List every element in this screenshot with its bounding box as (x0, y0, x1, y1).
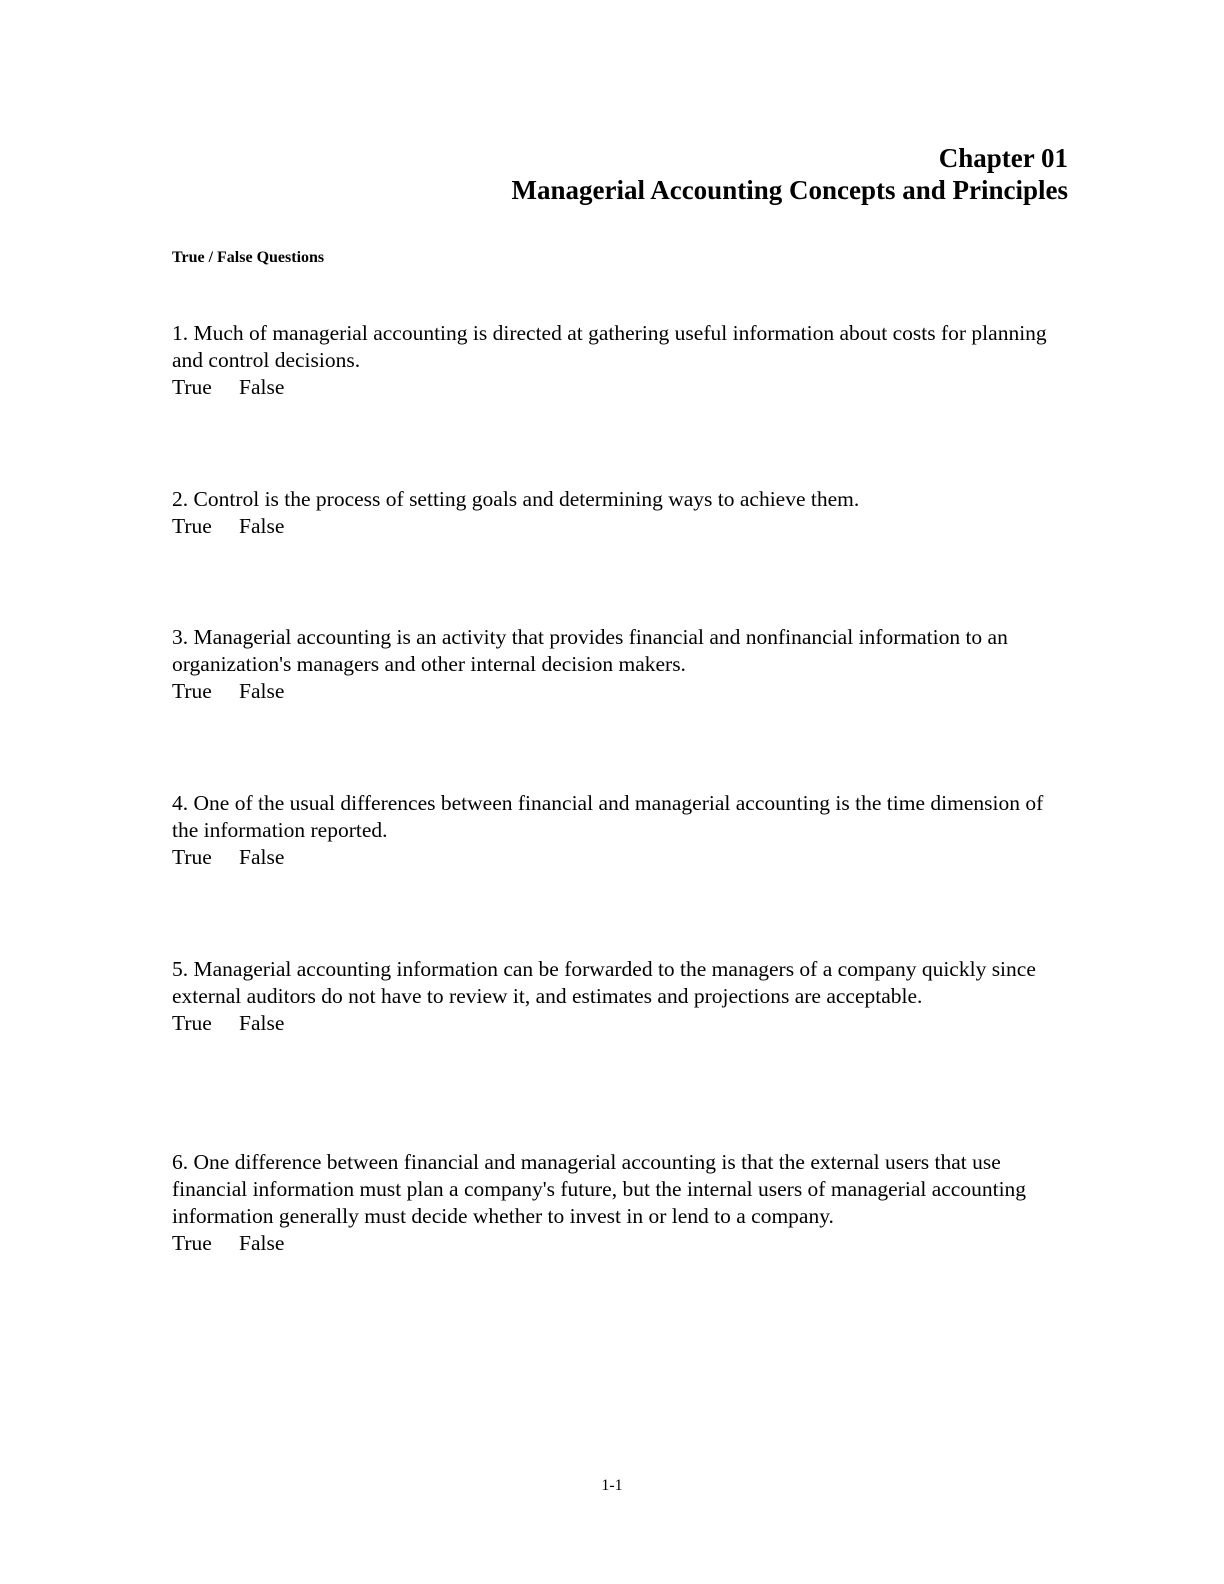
question-text: 3. Managerial accounting is an activity that provides financial and nonfinancial information to an organization's managers and other internal decision makers. (172, 625, 1008, 676)
option-false: False (239, 1231, 285, 1255)
answer-options (172, 513, 1072, 540)
option-true: True (172, 514, 212, 538)
question-4 (172, 790, 1072, 871)
answer-options (172, 1230, 1072, 1257)
option-false: False (239, 679, 285, 703)
question-text: 4. One of the usual differences between financial and managerial accounting is the time dimension of the information reported. (172, 791, 1044, 842)
page-number: 1-1 (601, 1477, 623, 1494)
option-false: False (239, 514, 285, 538)
question-text: 5. Managerial accounting information can be forwarded to the managers of a company quickly since external auditors do not have to review it, and estimates and projections are acceptable. (172, 957, 1036, 1008)
option-true: True (172, 1011, 212, 1035)
option-false: False (239, 845, 285, 869)
answer-options (172, 844, 1072, 871)
answer-options (172, 1010, 1072, 1037)
question-3 (172, 624, 1072, 705)
section-heading: True / False Questions (172, 249, 325, 266)
question-text: 1. Much of managerial accounting is directed at gathering useful information about costs for planning and control decisions. (172, 321, 1047, 372)
option-true: True (172, 845, 212, 869)
answer-options (172, 374, 1072, 401)
question-1 (172, 320, 1072, 401)
chapter-number: Chapter 01 (938, 143, 1068, 173)
question-2 (172, 486, 1072, 540)
option-false: False (239, 375, 285, 399)
question-6 (172, 1149, 1072, 1257)
chapter-header (511, 142, 1068, 206)
option-true: True (172, 679, 212, 703)
option-true: True (172, 375, 212, 399)
answer-options (172, 678, 1072, 705)
question-text: 2. Control is the process of setting goals and determining ways to achieve them. (172, 487, 860, 511)
chapter-title: Managerial Accounting Concepts and Principles (511, 175, 1068, 205)
question-text: 6. One difference between financial and managerial accounting is that the external users that use financial information must plan a company's future, but the internal users of managerial accounting information generally must decide whether to invest in or lend to a company. (172, 1150, 1027, 1228)
option-true: True (172, 1231, 212, 1255)
question-5 (172, 956, 1072, 1037)
option-false: False (239, 1011, 285, 1035)
